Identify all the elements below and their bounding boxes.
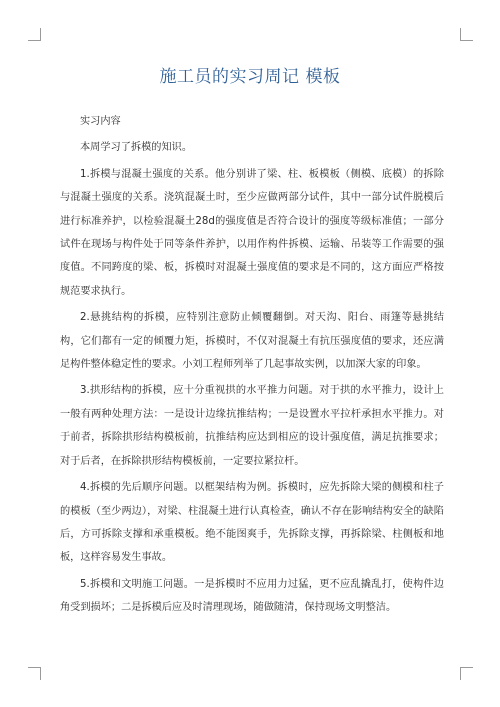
paragraph-1: 1.拆模与混凝土强度的关系。他分别讲了梁、柱、板模板（侧模、底模）的拆除与混凝土强度的关系。浇筑混凝土时，至少应做两部分试件，其中一部分试件脱模后进行标准养护，以检验混凝土28d的强度值是否符合设计的强度等级标准值；一部分试件在现场与构件处于同等条件养护，以用作构件拆模、运输、吊装等工作需要的强度值。不同跨度的梁、板，拆模时对混凝土强度值的要求是不同的，这方面应严格按规范要求执行。 xyxy=(60,168,444,297)
paragraph-3: 3.拱形结构的拆模，应十分重视拱的水平推力问题。对于拱的水平推力，设计上一般有两种处理方法：一是设计边缘抗推结构；一是设置水平拉杆承担水平推力。对于前者，拆除拱形结构模板前，抗推结构应达到相应的设计强度值，满足抗推要求；对于后者，在拆除拱形结构模板前，一定要拉紧拉杆。 xyxy=(60,385,444,467)
document-title: 施工员的实习周记 模板 xyxy=(159,67,341,87)
paragraph-intro: 本周学习了拆模的知识。 xyxy=(80,142,193,154)
paragraph-5: 5.拆模和文明施工问题。一是拆模时不应用力过猛，更不应乱撬乱打，使构件边角受到损坏；二是拆模后应及时清理现场，随做随清，保持现场文明整洁。 xyxy=(60,578,444,614)
paragraph-2: 2.悬挑结构的拆模，应特别注意防止倾覆翻倒。对天沟、阳台、雨篷等悬挑结构，它们都有一定的倾覆力矩，拆模时，不仅对混凝土有抗压强度值的要求，还应满足构件整体稳定性的要求。小刘工程师列举了几起事故实例，以加深大家的印象。 xyxy=(60,312,444,371)
section-heading: 实习内容 xyxy=(80,116,121,127)
crop-mark-bottom-left xyxy=(28,667,41,680)
crop-mark-bottom-right xyxy=(460,667,473,680)
crop-mark-top-right xyxy=(460,28,473,41)
document-body xyxy=(60,110,444,623)
crop-mark-top-left xyxy=(28,28,41,41)
paragraph-4: 4.拆模的先后顺序问题。以框架结构为例。拆模时，应先拆除大梁的侧模和柱子的模板（至少两边），对梁、柱混凝土进行认真检查，确认不存在影响结构安全的缺陷后，方可拆除支撑和承重模板。绝不能图爽手，先拆除支撑，再拆除梁、柱侧板和地板，这样容易发生事故。 xyxy=(60,482,444,564)
